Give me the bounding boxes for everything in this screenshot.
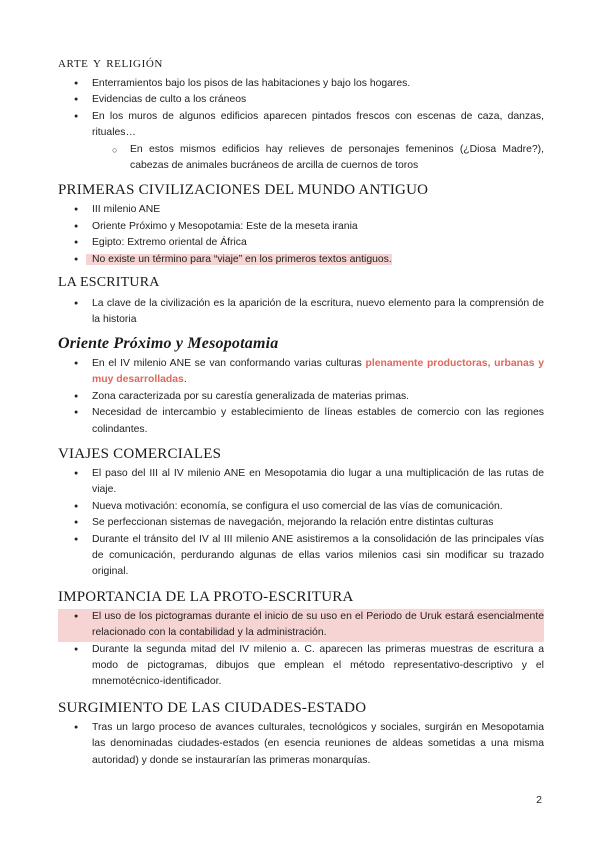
list-item: ● Oriente Próximo y Mesopotamia: Este de la meseta irania xyxy=(58,219,544,235)
heading-ciudades-estado: SURGIMIENTO DE LAS CIUDADES-ESTADO xyxy=(58,699,367,716)
list-item: ● Tras un largo proceso de avances culturales, tecnológicos y sociales, surgirán en Mesopotamia las denominadas ciudades-estados (en esencia reuniones de aldeas sometidas a una misma autoridad) y donde se instaurarían las primeras monarquías. xyxy=(58,720,544,769)
list-item: ● Durante el tránsito del IV al III milenio ANE asistiremos a la consolidación de las principales vías de comunicación, perdurando algunas de ellas varios milenios casi sin modificar su trazado original. xyxy=(58,532,544,581)
list-ciudades xyxy=(58,720,544,769)
list-item: ● Egipto: Extremo oriental de África xyxy=(58,235,544,251)
highlighted-text: El uso de los pictogramas durante el inicio de su uso en el Periodo de Uruk estará esencialmente relacionado con la contabilidad y la administración. xyxy=(92,610,544,639)
heading-viajes-comerciales: VIAJES COMERCIALES xyxy=(58,445,222,462)
list-primeras xyxy=(58,202,544,268)
list-proto xyxy=(58,609,544,691)
heading-arte-religion: arte y religión xyxy=(58,54,163,71)
page-number: 2 xyxy=(536,794,542,806)
heading-proto-escritura: IMPORTANCIA DE LA PROTO-ESCRITURA xyxy=(58,588,354,605)
list-oriente xyxy=(58,356,544,438)
list-item: ● El paso del III al IV milenio ANE en Mesopotamia dio lugar a una multiplicación de las rutas de viaje. xyxy=(58,466,544,499)
list-item xyxy=(58,356,544,389)
list-item: ● Necesidad de intercambio y establecimiento de líneas estables de comercio con las regiones colindantes. xyxy=(58,405,544,438)
list-item-highlighted xyxy=(58,609,544,642)
list-item-highlighted xyxy=(58,252,544,268)
list-item: ● Nueva motivación: economía, se configura el uso comercial de las vías de comunicación. xyxy=(58,499,544,515)
text-run: . xyxy=(183,374,187,386)
list-item: ● Durante la segunda mitad del IV milenio a. C. aparecen las primeras muestras de escritura a modo de pictogramas, dibujos que emplean el método representativo-descriptivo y el mnemotécnico-identificador. xyxy=(58,642,544,691)
list-item: ● Zona caracterizada por su carestía generalizada de materias primas. xyxy=(58,389,544,405)
heading-escritura: LA ESCRITURA xyxy=(58,275,160,291)
highlighted-text: No existe un término para “viaje” en los primeros textos antiguos. xyxy=(86,254,392,265)
red-emphasis-text: plenamente productoras, urbanas y muy desarrolladas xyxy=(92,357,544,386)
list-item: ● La clave de la civilización es la aparición de la escritura, nuevo elemento para la comprensión de la historia xyxy=(58,296,544,329)
heading-primeras-civilizaciones: PRIMERAS CIVILIZACIONES DEL MUNDO ANTIGUO xyxy=(58,182,429,199)
list-escritura xyxy=(58,296,544,329)
list-viajes xyxy=(58,466,544,581)
sub-list-item: ○ En estos mismos edificios hay relieves de personajes femeninos (¿Diosa Madre?), cabezas de animales bucráneos de arcilla de cuernos de toros xyxy=(58,142,544,175)
heading-oriente-proximo: Oriente Próximo y Mesopotamia xyxy=(58,334,279,352)
list-item: ● Se perfeccionan sistemas de navegación, mejorando la relación entre distintas culturas xyxy=(58,515,544,531)
text-run: En el IV milenio ANE se van conformando varias culturas xyxy=(92,357,366,369)
list-item: ● III milenio ANE xyxy=(58,202,544,218)
list-item: ● En los muros de algunos edificios aparecen pintados frescos con escenas de caza, danzas, rituales… xyxy=(58,109,544,142)
document-page xyxy=(58,54,544,769)
list-item: ● Enterramientos bajo los pisos de las habitaciones y bajo los hogares. xyxy=(58,76,544,92)
list-arte xyxy=(58,76,544,174)
list-item: ● Evidencias de culto a los cráneos xyxy=(58,92,544,108)
